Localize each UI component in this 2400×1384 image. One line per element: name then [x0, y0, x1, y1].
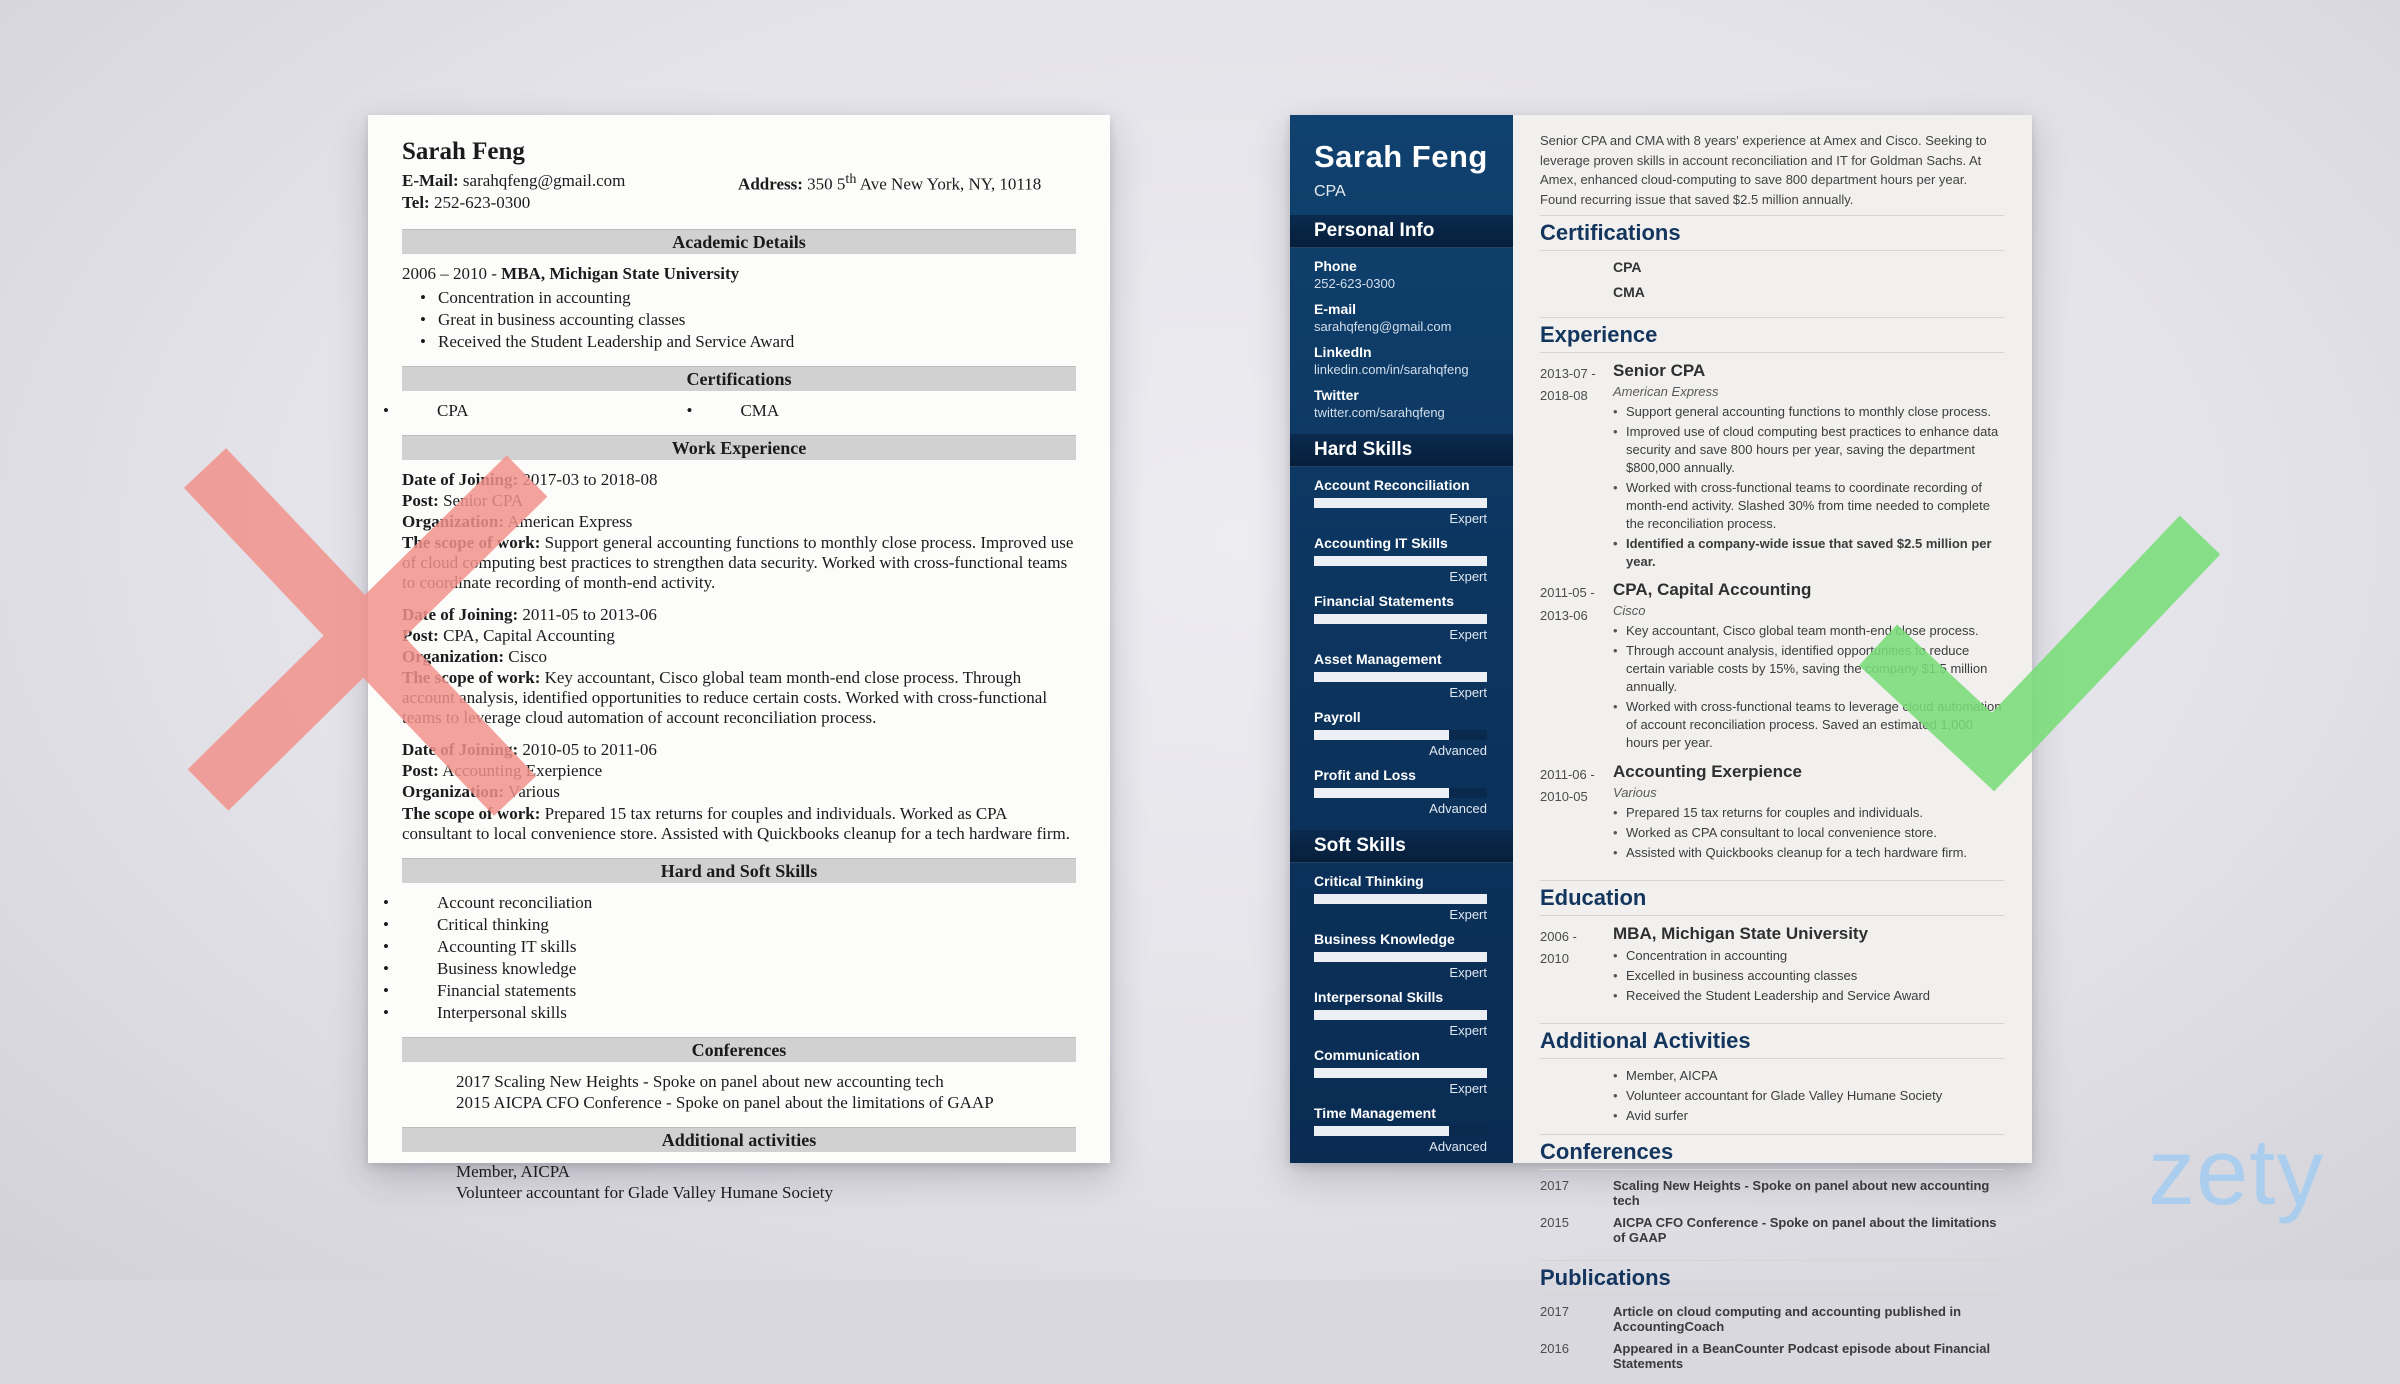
skill-name: Account Reconciliation	[1314, 477, 1470, 493]
contact-label: LinkedIn	[1314, 344, 1372, 360]
skill-level: Expert	[1449, 569, 1487, 584]
date-range: 2013-07 - 2018-08	[1540, 366, 1596, 404]
additional-list	[1613, 1067, 2004, 1125]
skill-bar	[1314, 672, 1487, 682]
skill-level: Expert	[1449, 511, 1487, 526]
sidebar-header-soft-skills: Soft Skills	[1290, 830, 1513, 863]
skill-bar-fill	[1314, 498, 1487, 508]
conference-item: 2015 AICPA CFO Conference - Spoke on panel about the limitations of GAAP	[456, 1092, 994, 1112]
conference-item: 2017 Scaling New Heights - Spoke on panel about new accounting tech	[456, 1071, 944, 1091]
list-item: • Great in business accounting classes	[420, 310, 1076, 330]
skill-item	[1314, 873, 1487, 922]
contact-label: Phone	[1314, 258, 1357, 274]
section-header-experience: Experience	[1540, 317, 2004, 353]
job-bullet: • Identified a company-wide issue that saved $2.5 million per year.	[1613, 535, 2004, 571]
post-label: Post:	[402, 490, 439, 510]
job-bullet: • Key accountant, Cisco global team month-end close process.	[1613, 622, 2004, 640]
org-value: Cisco	[508, 647, 547, 667]
company-name: Various	[1613, 785, 1657, 800]
skill-item	[1314, 535, 1487, 584]
scope-value: Key accountant, Cisco global team month-end close process. Through account analysis, identified opportunities to reduce certain costs. Worked with cross-functional teams to leverage cloud automation of account reconciliation process.	[402, 668, 1048, 728]
conference-list	[1540, 1170, 2004, 1258]
address-line: Address: 350 5th Ave New York, NY, 10118	[738, 170, 1042, 194]
event-text: Scaling New Heights - Spoke on panel about new accounting tech	[1613, 1178, 1990, 1209]
skill-item	[1314, 593, 1487, 642]
email-value: sarahqfeng@gmail.com	[462, 170, 626, 190]
skill-name: Time Management	[1314, 1105, 1436, 1121]
skill-item: • Business knowledge	[383, 959, 1076, 979]
contact-item	[1314, 344, 1487, 377]
post-value: CPA, Capital Accounting	[443, 626, 615, 646]
skill-level: Expert	[1449, 907, 1487, 922]
skill-level: Expert	[1449, 685, 1487, 700]
skill-level: Expert	[1449, 627, 1487, 642]
contact-item	[1314, 258, 1487, 291]
skill-bar	[1314, 730, 1487, 740]
skill-name: Profit and Loss	[1314, 767, 1416, 783]
skill-item	[1314, 989, 1487, 1038]
date-range: 2011-06 - 2010-05	[1540, 767, 1595, 805]
scope-label: The scope of work:	[402, 532, 541, 552]
contact-list	[1290, 248, 1513, 420]
address-label: Address:	[738, 174, 803, 194]
skill-bar	[1314, 952, 1487, 962]
skill-level: Advanced	[1429, 743, 1487, 758]
resume-job-title: CPA	[1314, 183, 1346, 200]
job-bullet: • Support general accounting functions to monthly close process.	[1613, 403, 2004, 421]
skill-bar-fill	[1314, 556, 1487, 566]
skill-bar-fill	[1314, 952, 1487, 962]
section-bar-conferences: Conferences	[402, 1037, 1076, 1062]
publication-list	[1540, 1296, 2004, 1384]
event-year: 2017	[1540, 1304, 1569, 1320]
skills-list	[383, 893, 1076, 1023]
skill-name: Communication	[1314, 1047, 1420, 1063]
conference-item	[1540, 1215, 2004, 1245]
education-line: 2006 – 2010 - MBA, Michigan State University	[402, 263, 740, 283]
contact-value: 252-623-0300	[1314, 276, 1395, 291]
section-bar-certifications: Certifications	[402, 366, 1076, 391]
scope-value: Prepared 15 tax returns for couples and individuals. Worked as CPA consultant to local convenience store. Assisted with Quickbooks cleanup for a tech hardware firm.	[402, 803, 1070, 843]
education-entry	[1540, 924, 2004, 1007]
event-text: Article on cloud computing and accounting published in AccountingCoach	[1613, 1304, 1962, 1335]
date-value: 2011-05 to 2013-06	[522, 605, 657, 625]
post-value: Accounting Exerpience	[442, 761, 603, 781]
org-label: Organization:	[402, 647, 504, 667]
skill-item: • Critical thinking	[383, 915, 1076, 935]
skill-item	[1314, 1047, 1487, 1096]
additional-item: • Member, AICPA	[1613, 1067, 2004, 1085]
list-item: • Concentration in accounting	[420, 288, 1076, 308]
skill-name: Interpersonal Skills	[1314, 989, 1444, 1005]
contact-block	[402, 171, 1076, 215]
soft-skill-list	[1290, 863, 1513, 1154]
skill-bar-fill	[1314, 1068, 1487, 1078]
post-label: Post:	[402, 761, 439, 781]
date-range: 2011-05 - 2013-06	[1540, 585, 1595, 623]
skill-bar-fill	[1314, 1126, 1449, 1136]
skill-bar	[1314, 1126, 1487, 1136]
hard-skill-list	[1290, 467, 1513, 816]
contact-value: linkedin.com/in/sarahqfeng	[1314, 362, 1469, 377]
publication-item	[1540, 1341, 2004, 1371]
event-text: Appeared in a BeanCounter Podcast episode about Financial Statements	[1613, 1341, 1991, 1372]
skill-level: Expert	[1449, 965, 1487, 980]
job-bullet-list	[1613, 804, 2004, 862]
section-header-additional: Additional Activities	[1540, 1023, 2004, 1059]
contact-item	[1314, 387, 1487, 420]
job-bullet: • Worked as CPA consultant to local convenience store.	[1613, 824, 2004, 842]
org-label: Organization:	[402, 511, 504, 531]
scope-value: Support general accounting functions to monthly close process. Improved use of cloud computing best practices to strengthen data security. Worked with cross-functional teams to coordinate recording of month-end activity.	[402, 532, 1074, 593]
org-label: Organization:	[402, 782, 504, 802]
skill-level: Expert	[1449, 1081, 1487, 1096]
section-header-certifications: Certifications	[1540, 215, 2004, 251]
scope-label: The scope of work:	[402, 803, 541, 823]
skill-bar	[1314, 1010, 1487, 1020]
skill-item	[1314, 709, 1487, 758]
job-title: CPA, Capital Accounting	[1613, 580, 1812, 600]
skill-level: Expert	[1449, 1023, 1487, 1038]
post-value: Senior CPA	[443, 490, 524, 510]
skill-item: • Accounting IT skills	[383, 937, 1076, 957]
certification-list	[1540, 251, 2004, 315]
additional-item: • Avid surfer	[1613, 1107, 2004, 1125]
skill-bar-fill	[1314, 894, 1487, 904]
list-item: • Received the Student Leadership and Service Award	[420, 332, 1076, 352]
skill-item	[1314, 767, 1487, 816]
company-name: Cisco	[1613, 603, 1646, 619]
contact-label: E-mail	[1314, 301, 1357, 317]
date-value: 2010-05 to 2011-06	[522, 740, 657, 760]
education-bullet: • Concentration in accounting	[1613, 947, 2004, 965]
job-bullet: • Improved use of cloud computing best practices to enhance data security and save 800 hours per year, saving the department $800,000 annually.	[1613, 423, 2004, 477]
event-text: AICPA CFO Conference - Spoke on panel about the limitations of GAAP	[1613, 1215, 1997, 1246]
additional-item: Volunteer accountant for Glade Valley Humane Society	[456, 1183, 834, 1203]
tel-label: Tel:	[402, 192, 430, 212]
skill-item	[1314, 651, 1487, 700]
certification-item: CMA	[1613, 284, 1645, 300]
job-bullet: • Worked with cross-functional teams to leverage cloud automation of account reconciliation process. Saved an estimated 1,000 hours per year.	[1613, 698, 2004, 752]
job-bullet: • Assisted with Quickbooks cleanup for a tech hardware firm.	[1613, 844, 2004, 862]
zety-logo: zety	[2148, 1119, 2325, 1224]
section-bar-additional: Additional activities	[402, 1127, 1076, 1152]
org-value: Various	[507, 782, 560, 802]
date-label: Date of Joining:	[402, 469, 519, 489]
skill-bar-fill	[1314, 1010, 1487, 1020]
contact-value: sarahqfeng@gmail.com	[1314, 319, 1452, 334]
education-bullet-list	[420, 288, 1076, 352]
section-header-conferences: Conferences	[1540, 1134, 2004, 1170]
skill-name: Business Knowledge	[1314, 931, 1455, 947]
skill-level: Advanced	[1429, 1139, 1487, 1154]
skill-level: Advanced	[1429, 801, 1487, 816]
skill-bar-fill	[1314, 788, 1449, 798]
date-label: Date of Joining:	[402, 740, 519, 760]
email-label: E-Mail:	[402, 170, 459, 190]
education-bullet-list	[1613, 947, 2004, 1005]
tel-value: 252-623-0300	[433, 192, 531, 212]
skill-item: • Account reconciliation	[383, 893, 1076, 913]
contact-label: Twitter	[1314, 387, 1359, 403]
additional-item: Member, AICPA	[456, 1162, 570, 1181]
additional-item: • Volunteer accountant for Glade Valley Humane Society	[1613, 1087, 2004, 1105]
skill-item: • Financial statements	[383, 981, 1076, 1001]
skill-bar	[1314, 1068, 1487, 1078]
contact-item	[1314, 301, 1487, 334]
event-year: 2016	[1540, 1341, 1569, 1357]
resume-name: Sarah Feng	[1314, 139, 1488, 174]
skill-bar-fill	[1314, 730, 1449, 740]
org-value: American Express	[507, 511, 633, 531]
skill-name: Financial Statements	[1314, 593, 1455, 609]
conference-list	[456, 1072, 1076, 1113]
event-year: 2017	[1540, 1178, 1569, 1194]
event-year: 2015	[1540, 1215, 1569, 1231]
publication-item	[1540, 1304, 2004, 1334]
sidebar-header-hard-skills: Hard Skills	[1290, 434, 1513, 467]
certification-item: CPA	[1613, 259, 1642, 275]
green-check-mark	[1835, 495, 2225, 795]
certification-row	[383, 401, 1076, 421]
skill-item	[1314, 1105, 1487, 1154]
job-title: Senior CPA	[1613, 361, 1706, 380]
contact-value: twitter.com/sarahqfeng	[1314, 405, 1445, 420]
scope-label: The scope of work:	[402, 668, 541, 688]
skill-name: Accounting IT Skills	[1314, 535, 1448, 551]
additional-list	[456, 1162, 1076, 1203]
conference-item	[1540, 1178, 2004, 1208]
skill-bar	[1314, 498, 1487, 508]
section-header-education: Education	[1540, 880, 2004, 916]
skill-bar	[1314, 614, 1487, 624]
education-bullet: • Excelled in business accounting classes	[1613, 967, 2004, 985]
job-bullet: • Worked with cross-functional teams to coordinate recording of month-end activity. Slashed 30% from time needed to complete the reconciliation process.	[1613, 479, 2004, 533]
skill-name: Payroll	[1314, 709, 1361, 725]
skill-bar	[1314, 788, 1487, 798]
job-title: Accounting Exerpience	[1613, 762, 1802, 781]
certification-item: • CMA	[686, 401, 779, 421]
skill-name: Critical Thinking	[1314, 873, 1424, 889]
date-range: 2006 - 2010	[1540, 928, 1577, 966]
company-name: American Express	[1613, 384, 1719, 399]
certification-item: • CPA	[383, 401, 686, 421]
sidebar-header-personal-info: Personal Info	[1290, 215, 1513, 248]
resume-sidebar	[1290, 115, 1513, 1163]
degree-title: MBA, Michigan State University	[1613, 923, 1869, 943]
red-x-mark	[185, 448, 535, 813]
section-bar-work: Work Experience	[402, 435, 1076, 460]
section-bar-academic: Academic Details	[402, 229, 1076, 254]
date-value: 2017-03 to 2018-08	[522, 469, 658, 489]
section-bar-skills: Hard and Soft Skills	[402, 858, 1076, 883]
skill-bar-fill	[1314, 614, 1487, 624]
resume-name: Sarah Feng	[402, 138, 525, 165]
skill-item	[1314, 477, 1487, 526]
professional-summary: Senior CPA and CMA with 8 years' experience at Amex and Cisco. Seeking to leverage proven skills in account reconciliation and IT for Goldman Sachs. At Amex, enhanced cloud-computing to save 800 department hours per year. Found recurring issue that saved $2.5 million annually.	[1540, 133, 1987, 207]
job-bullet: • Prepared 15 tax returns for couples and individuals.	[1613, 804, 2004, 822]
skill-item: • Interpersonal skills	[383, 1003, 1076, 1023]
skill-bar-fill	[1314, 672, 1487, 682]
skill-bar	[1314, 894, 1487, 904]
job-bullet: • Through account analysis, identified opportunities to reduce certain variable costs by 15%, saving the company $1.5 million annually.	[1613, 642, 2004, 696]
date-label: Date of Joining:	[402, 605, 519, 625]
skill-bar	[1314, 556, 1487, 566]
skill-item	[1314, 931, 1487, 980]
skill-name: Asset Management	[1314, 651, 1442, 667]
education-bullet: • Received the Student Leadership and Service Award	[1613, 987, 2004, 1005]
section-header-publications: Publications	[1540, 1260, 2004, 1296]
post-label: Post:	[402, 626, 439, 646]
